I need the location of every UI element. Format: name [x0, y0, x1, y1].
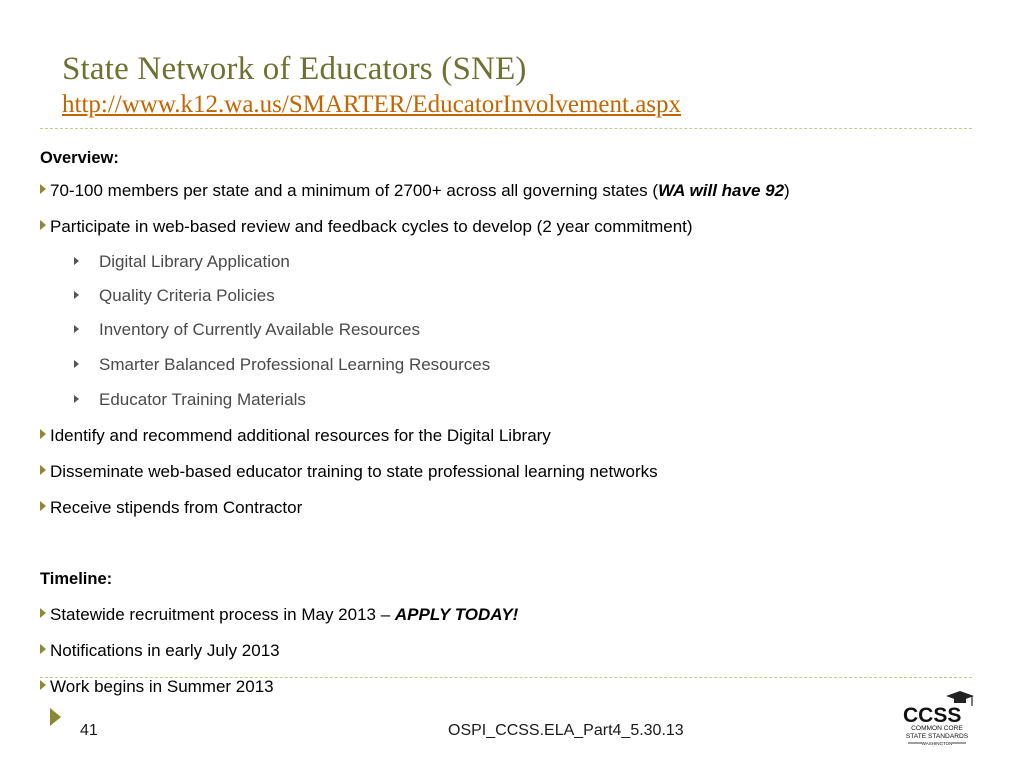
sub-item: Inventory of Currently Available Resources — [74, 317, 420, 343]
footer-arrow-icon — [50, 708, 61, 726]
logo-line1-text: COMMON CORE — [911, 725, 963, 732]
bullet-arrow-icon — [40, 220, 46, 230]
bullet-identify: Identify and recommend additional resources for the Digital Library — [40, 423, 551, 449]
page-number: 41 — [80, 722, 98, 739]
ccss-logo — [900, 688, 974, 750]
logo-line2-text: STATE STANDARDS — [905, 733, 969, 740]
apply-today-emphasis: APPLY TODAY! — [394, 605, 519, 624]
slide-title: State Network of Educators (SNE) — [62, 51, 527, 87]
logo-line3-text: WASHINGTON — [921, 741, 953, 746]
bullet-recruitment: Statewide recruitment process in May 2013 – APPLY TODAY! — [40, 602, 518, 628]
bullet-stipends: Receive stipends from Contractor — [40, 495, 302, 521]
sne-link[interactable]: http://www.k12.wa.us/SMARTER/EducatorInvolvement.aspx — [62, 91, 682, 118]
bullet-arrow-icon — [40, 184, 46, 194]
bullet-arrow-icon — [40, 501, 46, 511]
logo-main-text: CCSS — [903, 704, 962, 727]
top-divider — [40, 128, 972, 129]
wa-emphasis: WA will have 92 — [658, 181, 785, 200]
bullet-arrow-icon — [40, 608, 46, 618]
sub-item: Smarter Balanced Professional Learning Resources — [74, 352, 490, 378]
bottom-divider — [40, 677, 972, 678]
sub-item: Quality Criteria Policies — [74, 283, 275, 309]
sub-item: Digital Library Application — [74, 249, 290, 275]
sub-item: Educator Training Materials — [74, 387, 306, 413]
bullet-members: 70-100 members per state and a minimum of 2700+ across all governing states (WA will have 92) — [40, 178, 790, 204]
bullet-participate: Participate in web-based review and feedback cycles to develop (2 year commitment) — [40, 214, 693, 240]
bullet-arrow-icon — [40, 465, 46, 475]
sub-bullet-arrow-icon — [74, 325, 79, 333]
sub-bullet-arrow-icon — [74, 360, 79, 368]
bullet-notifications: Notifications in early July 2013 — [40, 638, 280, 664]
footer-text: OSPI_CCSS.ELA_Part4_5.30.13 — [448, 722, 684, 739]
overview-heading: Overview: — [40, 149, 119, 167]
bullet-work-begins: Work begins in Summer 2013 — [40, 674, 274, 700]
bullet-arrow-icon — [40, 429, 46, 439]
bullet-arrow-icon — [40, 644, 46, 654]
bullet-disseminate: Disseminate web-based educator training to state professional learning networks — [40, 459, 658, 485]
bullet-arrow-icon — [40, 680, 46, 690]
sub-bullet-arrow-icon — [74, 257, 79, 265]
sub-bullet-arrow-icon — [74, 395, 79, 403]
timeline-heading: Timeline: — [40, 570, 113, 588]
sub-bullet-arrow-icon — [74, 291, 79, 299]
